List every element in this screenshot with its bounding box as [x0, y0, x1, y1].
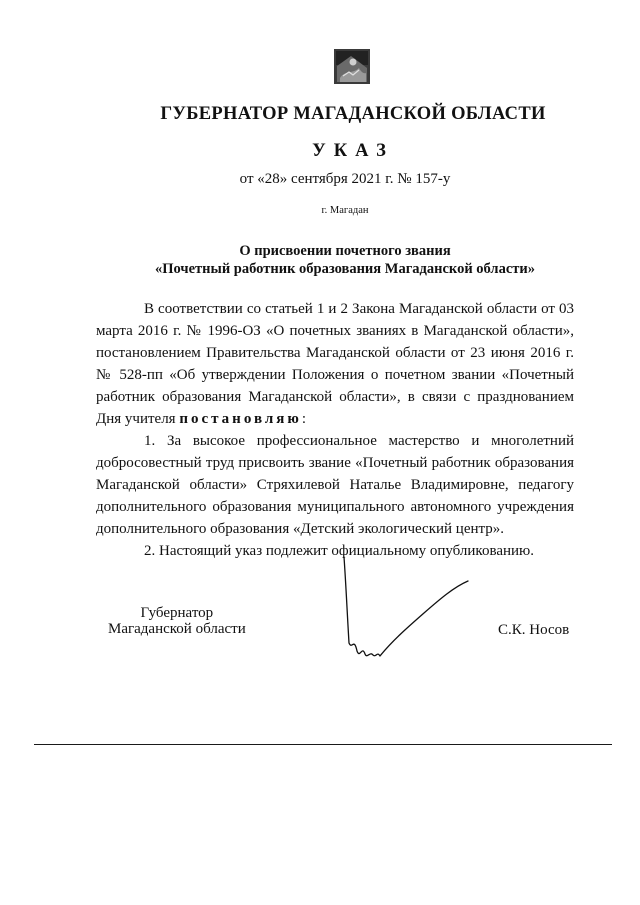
place-of-issue: г. Магадан	[321, 205, 369, 216]
clause-2: 2. Настоящий указ подлежит официальному опубликованию.	[144, 543, 535, 559]
document-type: УКАЗ	[312, 141, 394, 161]
handwritten-signature-icon	[340, 555, 480, 675]
signatory-title-line-1: Губернатор	[140, 605, 214, 621]
document-title	[0, 242, 640, 278]
preamble-text: В соответствии со статьей 1 и 2 Закона Магаданской области от 03 марта 2016 г. № 1996-ОЗ «О почетных званиях в Магаданской области», постановлением Правительства Магаданской области от 23 июня 2016 г. № 528-пп «Об утверждении Положения о почетном звании «Почетный работник образования Магаданской области», в связи с празднованием Дня учителя	[96, 301, 574, 427]
signer-name: С.К. Носов	[498, 622, 570, 638]
signatory-title-line-2: Магаданской области	[108, 621, 246, 637]
issuing-authority: ГУБЕРНАТОР МАГАДАНСКОЙ ОБЛАСТИ	[160, 104, 546, 124]
decree-word: постановляю	[179, 411, 302, 427]
clause-1: 1. За высокое профессиональное мастерство и многолетний добросовестный труд присвоить звание «Почетный работник образования Магаданской области» Стряхилевой Наталье Владимировне, педагогу дополнительного образования муниципального автономного учреждения дополнительного образования «Детский экологический центр».	[96, 433, 574, 537]
document-date-number: от «28» сентября 2021 г. № 157-у	[239, 171, 451, 187]
document-body	[96, 298, 574, 562]
signatory-title	[108, 605, 246, 637]
preamble-paragraph	[96, 298, 574, 430]
document-title-line-2: «Почетный работник образования Магаданской области»	[155, 261, 535, 277]
footer-divider	[34, 744, 612, 745]
coat-of-arms-icon	[331, 48, 375, 88]
decree-colon: :	[301, 411, 307, 427]
document-title-line-1: О присвоении почетного звания	[239, 243, 451, 259]
